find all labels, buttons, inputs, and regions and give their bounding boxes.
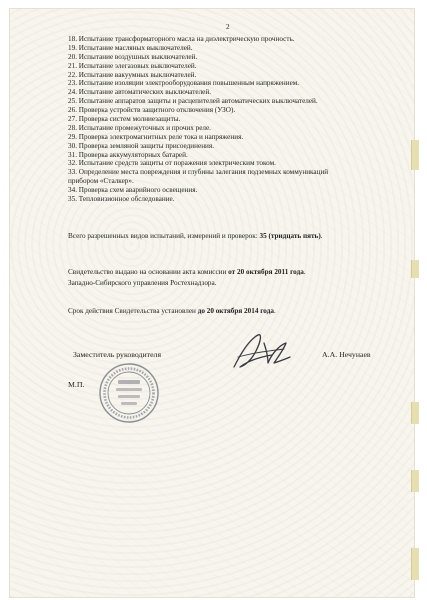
validity-date: до 20 октября 2014 года [197,307,274,315]
signatory-name: А.А. Нечунаев [322,350,371,359]
list-item: 33. Определение места повреждения и глубины залегания подземных коммуникаций [68,168,329,177]
list-item: 31. Проверка аккумуляторных батарей. [68,150,188,159]
official-seal [98,362,160,424]
list-item: 21. Испытание элегазовых выключателей. [68,61,197,70]
list-item: 22. Испытание вакуумных выключателей. [68,70,197,79]
signatory-position: Заместитель руководителя [73,350,162,359]
issuing-authority: Западно-Сибирского управления Ростехнадзора. [68,279,217,287]
signature [228,331,296,377]
issued-basis-line [68,268,306,277]
issued-basis-label: Свидетельство выдано на основании акта комиссии [68,268,229,276]
total-tests-end: . [320,232,323,240]
issued-date: от 20 октября 2011 года [228,268,304,276]
list-item: 18. Испытание трансформаторного масла на диэлектрическую прочность. [68,35,295,43]
list-item: 27. Проверка систем молниезащиты. [68,115,181,124]
total-tests-count: 35 (тридцать пять) [259,232,321,240]
page-number: 2 [226,23,230,31]
tests-list [68,35,328,204]
list-item: 30. Проверка земляной защиты присоединения. [68,141,214,150]
list-item: 29. Проверка электромагнитных реле тока и напряжения. [68,132,244,141]
list-item: 35. Тепловизионное обследование. [68,195,175,204]
list-item: 24. Испытание автоматических выключателей. [68,88,212,97]
seal-label: М.П. [68,380,85,389]
list-item: 25. Испытание аппаратов защиты и расцепителей автоматических выключателей. [68,97,318,106]
list-item: 19. Испытание масляных выключателей. [68,43,193,52]
list-item: 34. Проверка схем аварийного освещения. [68,186,198,195]
paper-edge-strip [411,140,419,170]
paper-edge-strip [411,548,419,580]
list-item: прибором «Сталкер». [68,177,134,186]
list-item: 32. Испытание средств защиты от поражения электрическим током. [68,159,276,168]
list-item: 23. Испытание изоляции электрооборудования повышенным напряжением. [68,79,300,88]
paper-edge-strip [411,470,419,492]
total-tests-label: Всего разрешенных видов испытаний, измерений и проверок: [68,232,260,240]
paper-edge-strip [411,260,419,278]
total-tests-line [68,232,323,241]
list-item: 28. Испытание промежуточных и прочих реле. [68,123,211,132]
paper-edge-strip [411,402,419,424]
list-item: 20. Испытание воздушных выключателей. [68,52,198,61]
validity-line [68,307,276,316]
issued-basis-end: . [303,268,306,276]
list-item: 26. Проверка устройств защитного отключения (УЗО). [68,106,236,115]
validity-end: . [273,307,276,315]
validity-label: Срок действия Свидетельства установлен [68,307,198,315]
